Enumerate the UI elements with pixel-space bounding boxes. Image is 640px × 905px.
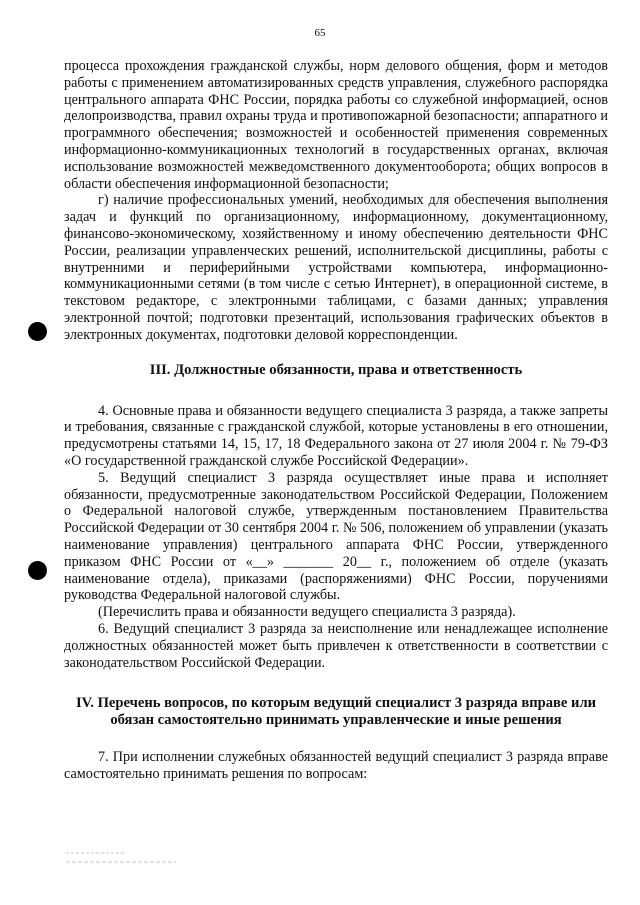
paragraph-knowledge-continuation: процесса прохождения гражданской службы, норм делового общения, форм и методов работы с применением автоматизированных средств управления, служебного распорядка центрального аппарата ФНС России, порядка работы со служебной информацией, основ делопроизводства, правил охраны труда и противопожарной безопасности; аппаратного и программного обеспечения; возможностей и особенностей применения современных информационно-коммуникационных технологий в государственных органах, включая использование возможностей межведомственного документооборота; общих вопросов в области обеспечения информационной безопасности;: [64, 58, 608, 192]
faded-stamp: [66, 848, 186, 870]
paragraph-item-7: 7. При исполнении служебных обязанностей ведущий специалист 3 разряда вправе самостоятельно принимать решения по вопросам:: [64, 749, 608, 783]
paragraph-item-4: 4. Основные права и обязанности ведущего специалиста 3 разряда, а также запреты и требования, связанные с гражданской службой, которые установлены в его отношении, предусмотрены статьями 14, 15, 17, 18 Федерального закона от 27 июля 2004 г. № 79-ФЗ «О государственной гражданской службе Российской Федерации».: [64, 402, 608, 469]
section-heading-iii: III. Должностные обязанности, права и ответственность: [149, 361, 523, 378]
paragraph-item-5: 5. Ведущий специалист 3 разряда осуществляет иные права и исполняет обязанности, предусмотренные законодательством Российской Федерации, Положением о Федеральной налоговой службе, утвержденным постановлением Правительства Российской Федерации от 30 сентября 2004 г. № 506, положением об управлении (указать наименование управления) центрального аппарата ФНС России, утвержденного приказом ФНС России от «__» _______ 20__ г., положением об отделе (указать наименование отдела), приказами (распоряжениями) ФНС России, поручениями руководства Федеральной налоговой службы.: [64, 469, 608, 604]
faded-stamp-mark: [66, 848, 186, 868]
paragraph-item-5-note: (Перечислить права и обязанности ведущего специалиста 3 разряда).: [98, 604, 516, 621]
document-body: [64, 58, 608, 783]
punch-hole-bottom: [28, 561, 47, 580]
paragraph-item-6: 6. Ведущий специалист 3 разряда за неисполнение или ненадлежащее исполнение должностных обязанностей может быть привлечен к ответственности в соответствии с законодательством Российской Федерации.: [64, 620, 608, 671]
paragraph-skills: г) наличие профессиональных умений, необходимых для обеспечения выполнения задач и функций по организационному, информационному, документационному, финансово-экономическому, хозяйственному и иному обеспечению деятельности ФНС России, реализации управленческих решений, исполнительской дисциплины, работы с внутренними и периферийными устройствами компьютера, информационно-коммуникационными сетями (в том числе с сетью Интернет), в операционной системе, в текстовом редакторе, с электронными таблицами, с базами данных; управления электронной почтой; подготовки презентаций, использования графических объектов в электронных документах, подготовки деловой корреспонденции.: [64, 192, 608, 343]
page-number: 65: [314, 27, 326, 39]
section-heading-iv: IV. Перечень вопросов, по которым ведущий специалист 3 разряда вправе или обязан самостоятельно принимать управленческие и иные решения: [75, 695, 597, 729]
punch-hole-top: [28, 322, 47, 341]
